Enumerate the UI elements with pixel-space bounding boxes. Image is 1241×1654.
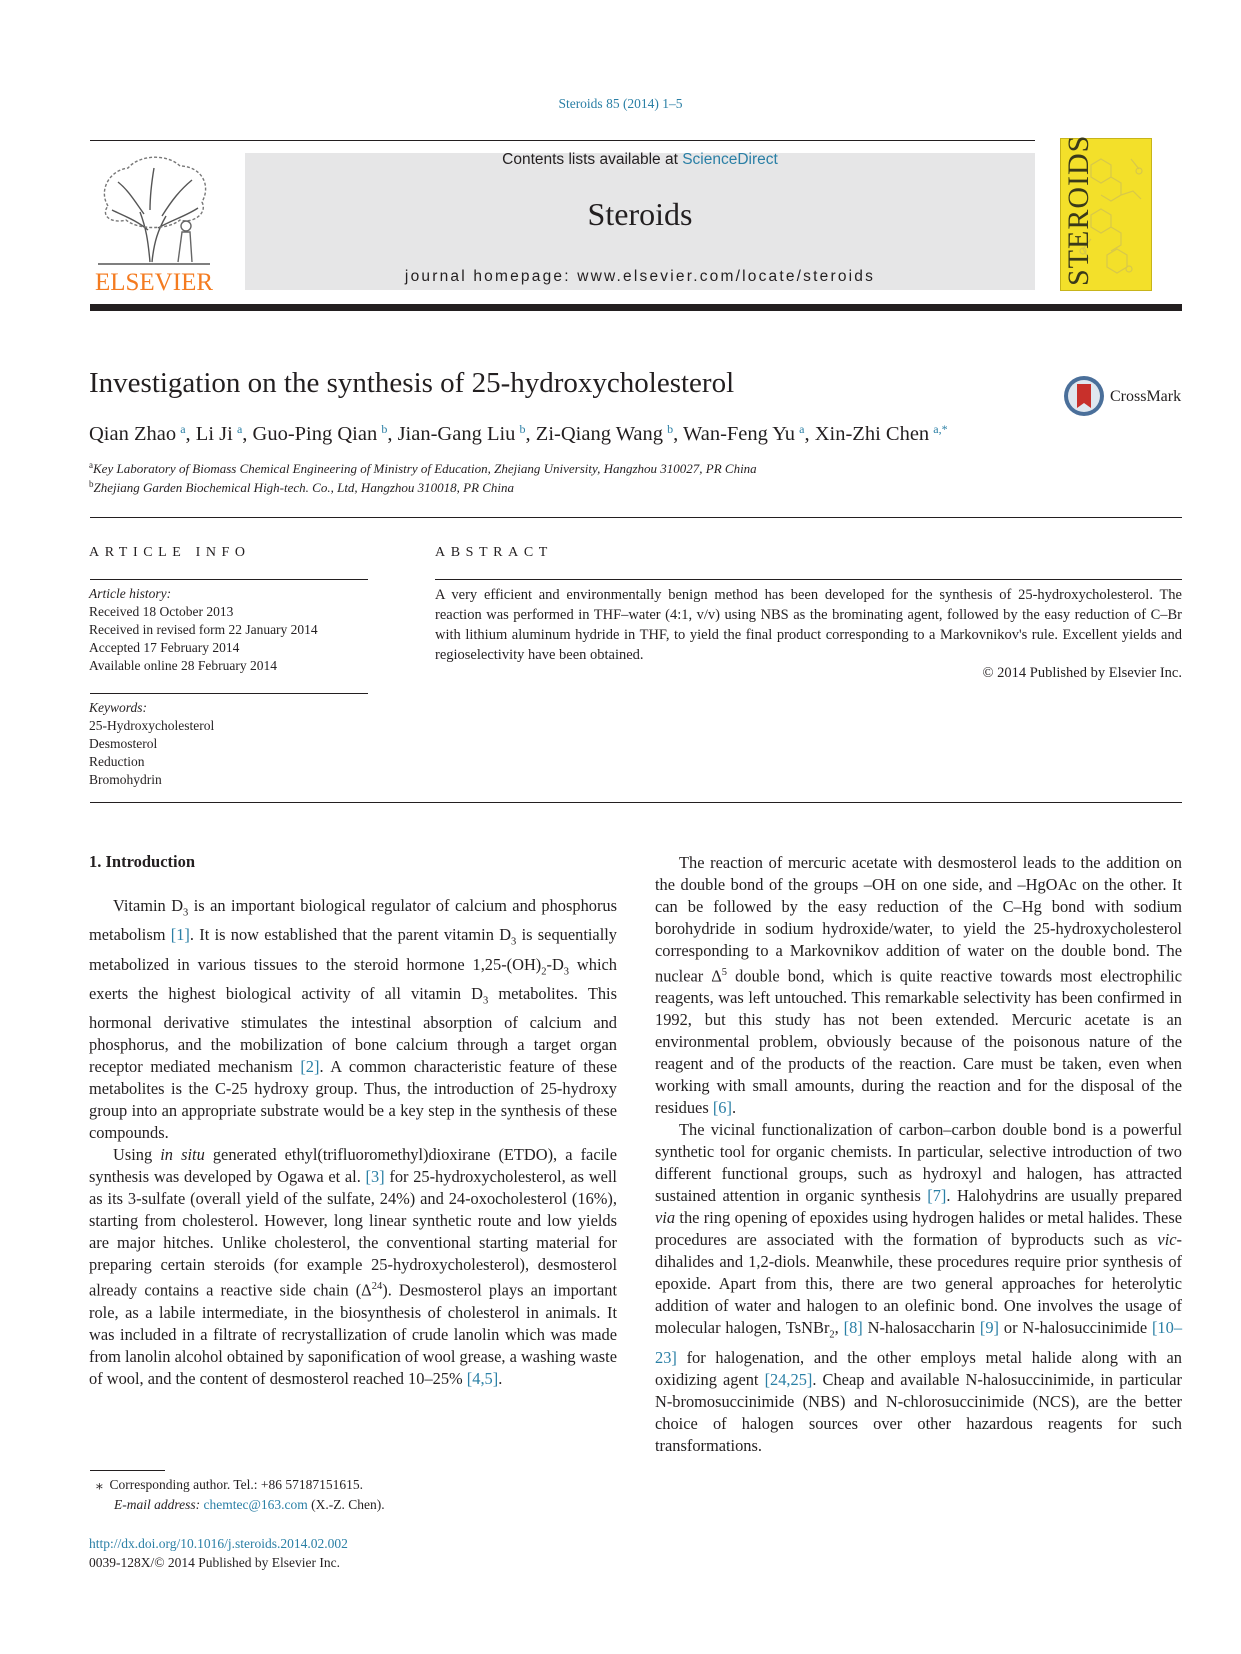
- affiliation: $^a$Key Laboratory of Biomass Chemical Engineering of Ministry of Education, Zhejiang University, Hangzhou 310027, PR China: [89, 460, 757, 476]
- affiliation: $^b$Zhejiang Garden Biochemical High-tech. Co., Ltd, Hangzhou 310018, PR China: [89, 479, 515, 495]
- crossmark-badge[interactable]: [1062, 374, 1106, 423]
- author[interactable]: Jian-Gang Liu $^b$: [397, 422, 526, 445]
- corresponding-author-note: ⁎ Corresponding author. Tel.: +86 57187151615.: [96, 1477, 364, 1492]
- keywords-rule: [90, 693, 368, 694]
- reference-link[interactable]: [3]: [365, 1167, 385, 1187]
- keywords-label: Keywords:: [89, 700, 147, 715]
- article-history: [89, 585, 318, 675]
- right-column: [655, 852, 1182, 1457]
- elsevier-tree-icon: [88, 150, 220, 296]
- reference-link[interactable]: [8]: [843, 1318, 863, 1338]
- paragraph: The vicinal functionalization of carbon–carbon double bond is a powerful synthetic tool for organic chemists. In particular, selective introduction of two different functional groups, such as hydroxyl and halogen, has attracted sustained attention in organic synthesis [7]. Halohydrins are usually prepared via the ring opening of epoxides using hydrogen halides or metal halides. These procedures are associated with the formation of byproducts such as vic-dihalides and 1,2-diols. Meanwhile, these procedures require prior synthesis of epoxide. Apart from this, there are two general approaches for heterolytic addition of water and halogen to an olefinic bond. One involves the usage of molecular halogen, TsNBr$_2$, [8] N-halosaccharin [9] or N-halosuccinimide [10–23] for halogenation, and the other employs metal halide along with an oxidizing agent [24,25]. Cheap and available N-halosuccinimide, in particular N-bromosuccinimide (NBS) and N-chlorosuccinimide (NCS), are the better choice of halogen sources over other hazardous reagents for such transformations.: [655, 1120, 1183, 1455]
- article-info-heading: ARTICLE INFO: [89, 545, 251, 560]
- journal-name: Steroids: [587, 196, 693, 232]
- author[interactable]: Qian Zhao $^a$: [89, 422, 186, 445]
- reference-link[interactable]: [2]: [300, 1057, 320, 1077]
- author[interactable]: Xin-Zhi Chen $^{a,*}$: [814, 422, 948, 445]
- article-title: Investigation on the synthesis of 25-hydroxycholesterol: [89, 367, 735, 399]
- section-rule: [90, 802, 1182, 803]
- paragraph: Using in situ generated ethyl(trifluoromethyl)dioxirane (ETDO), a facile synthesis was developed by Ogawa et al. [3] for 25-hydroxycholesterol, as well as its 3-sulfate (overall yield of the sulfate, 24%) and 24-oxocholesterol (16%), starting from cholesterol. However, long linear synthetic route and low yields are major hitches. Unlike cholesterol, the conventional starting material for preparing certain steroids (for example 25-hydroxycholesterol), desmosterol already contains a reactive side chain $(\Delta^{24})$. Desmosterol plays an important role, as a labile intermediate, in the biosynthesis of cholesterol in animals. It was included in a filtrate of recrystallization of crude lanolin which was made from lanolin alcohol obtained by saponification of wool grease, a washing waste of wool, and the content of desmosterol reached 10–25% [4,5].: [89, 1145, 617, 1388]
- reference-link[interactable]: [4,5]: [466, 1368, 499, 1388]
- history-revised: Received in revised form 22 January 2014: [89, 622, 318, 637]
- keyword: Reduction: [89, 754, 145, 769]
- keyword: Desmosterol: [89, 736, 158, 751]
- affiliation-rule: [90, 517, 1182, 518]
- article-info-rule: [90, 579, 368, 580]
- header-rule: [90, 140, 1035, 141]
- elsevier-logo[interactable]: [88, 150, 220, 296]
- crossmark-icon: [1062, 374, 1106, 418]
- email-link[interactable]: chemtec@163.com: [203, 1497, 308, 1512]
- footnote-rule: [90, 1470, 165, 1471]
- history-online: Available online 28 February 2014: [89, 658, 277, 673]
- cover-title: STEROIDS: [1062, 134, 1095, 286]
- journal-homepage[interactable]: journal homepage: www.elsevier.com/locate/steroids: [404, 268, 876, 285]
- reference-link[interactable]: [9]: [979, 1318, 1000, 1338]
- author[interactable]: Li Ji $^a$: [195, 422, 243, 445]
- email-note: E-mail address: chemtec@163.com (X.-Z. Chen).: [114, 1497, 385, 1512]
- paragraph: The reaction of mercuric acetate with desmosterol leads to the addition on the double bond of the groups –OH on one side, and –HgOAc on the other. It can be followed by the easy reduction of the C–Hg bond with sodium borohydride in sodium hydroxide/water, to yield the 25-hydroxycholesterol corresponding to a Markovnikov addition of water on the double bond. The nuclear $\Delta^5$ double bond, which is quite reactive towards most electrophilic reagents, was left untouched. This remarkable selectivity has been confirmed in 1992, but this study has not been extended. Mercuric acetate is an environmental problem, obviously because of the poisonous nature of the reagent and of the products of the reaction. Care must be taken, even when working with small amounts, during the reaction and for the disposal of the residues [6].: [655, 853, 1182, 1118]
- author[interactable]: Zi-Qiang Wang $^b$: [535, 422, 674, 445]
- keyword: Bromohydrin: [89, 772, 162, 787]
- issn-line: 0039-128X/© 2014 Published by Elsevier Inc.: [89, 1555, 340, 1570]
- reference-link[interactable]: [24,25]: [764, 1369, 813, 1389]
- history-accepted: Accepted 17 February 2014: [89, 640, 240, 655]
- doi-link[interactable]: http://dx.doi.org/10.1016/j.steroids.2014.02.002: [89, 1536, 348, 1551]
- reference-link[interactable]: [10–23]: [655, 1318, 1183, 1367]
- journal-citation[interactable]: Steroids 85 (2014) 1–5: [558, 96, 683, 111]
- keyword: 25-Hydroxycholesterol: [89, 718, 215, 733]
- crossmark-label[interactable]: CrossMark: [1110, 388, 1182, 405]
- contents-line: [245, 151, 1035, 169]
- reference-link[interactable]: [7]: [927, 1186, 947, 1206]
- author-list: Qian Zhao $^a$, Li Ji $^a$, Guo-Ping Qian $^b$, Jian-Gang Liu $^b$, Zi-Qiang Wang $^b$, Wan-Feng Yu $^a$, Xin-Zhi Chen $^{a,*}$: [89, 422, 948, 445]
- reference-link[interactable]: [6]: [712, 1098, 732, 1118]
- author[interactable]: Wan-Feng Yu $^a$: [683, 422, 805, 445]
- intro-heading: 1. Introduction: [89, 852, 196, 871]
- reference-link[interactable]: [1]: [170, 925, 190, 945]
- contents-prefix: Contents lists available at: [502, 151, 683, 168]
- abstract-copyright: © 2014 Published by Elsevier Inc.: [982, 665, 1182, 681]
- author[interactable]: Guo-Ping Qian $^b$: [252, 422, 388, 445]
- sciencedirect-link[interactable]: ScienceDirect: [682, 151, 778, 168]
- paragraph: Vitamin $D_3$ is an important biological regulator of calcium and phosphorus metabolism [1]. It is now established that the parent vitamin $D_3$ is sequentially metabolized in various tissues to the steroid hormone $1,25-(OH)_2-D_3$ which exerts the highest biological activity of all vitamin $D_3$ metabolites. This hormonal derivative stimulates the intestinal absorption of calcium and phosphorus, and the mobilization of bone calcium through a target organ receptor mediated mechanism [2]. A common characteristic feature of these metabolites is the C-25 hydroxy group. Thus, the introduction of 25-hydroxy group into an appropriate substrate would be a key step in the synthesis of these compounds.: [89, 896, 618, 1143]
- abstract-heading: ABSTRACT: [435, 545, 553, 560]
- abstract-text: A very efficient and environmentally benign method has been developed for the synthesis of 25-hydroxycholesterol. The reaction was performed in THF–water (4:1, v/v) using NBS as the brominating agent, followed by the easy reduction of C–Br with lithium aluminum hydride in THF, to yield the final product corresponding to a Markovnikov's rule. Excellent yields and regioselectivity have been obtained.: [435, 587, 1182, 663]
- history-received: Received 18 October 2013: [89, 604, 234, 619]
- elsevier-wordmark: ELSEVIER: [94, 269, 214, 296]
- abstract-rule: [435, 579, 1182, 580]
- keywords: [89, 699, 214, 789]
- left-column: [89, 895, 617, 1390]
- header-thick-rule: [90, 304, 1182, 311]
- history-label: Article history:: [89, 586, 172, 601]
